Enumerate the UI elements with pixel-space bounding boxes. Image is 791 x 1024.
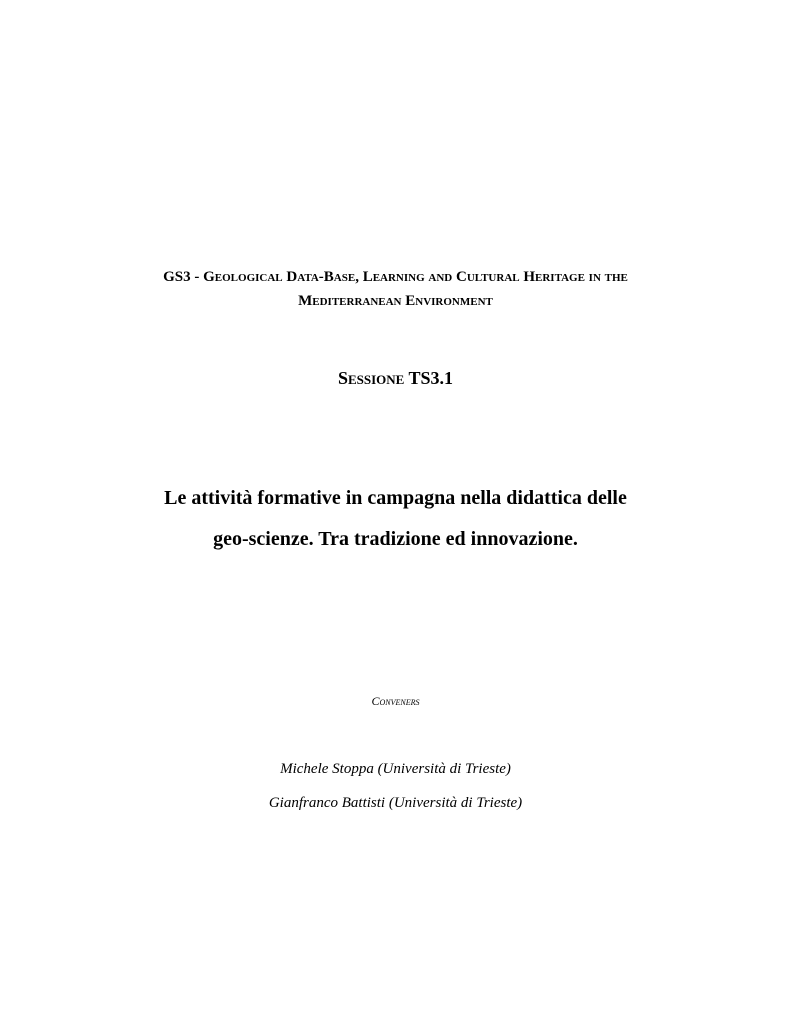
conveners-heading: Conveners — [371, 694, 420, 708]
main-title-line-2: geo-scienze. Tra tradizione ed innovazione. — [213, 528, 578, 550]
session-group-title-line-1: GS3 - Geological Data-Base, Learning and Cultural Heritage in the — [163, 269, 628, 285]
main-title-line-1: Le attività formative in campagna nella didattica delle — [164, 487, 627, 509]
session-label: Sessione TS3.1 — [337, 368, 454, 388]
convener-name: Gianfranco Battisti (Università di Trieste) — [268, 795, 523, 811]
convener-name: Michele Stoppa (Università di Trieste) — [280, 761, 511, 777]
session-group-title-line-2: Mediterranean Environment — [298, 293, 493, 309]
